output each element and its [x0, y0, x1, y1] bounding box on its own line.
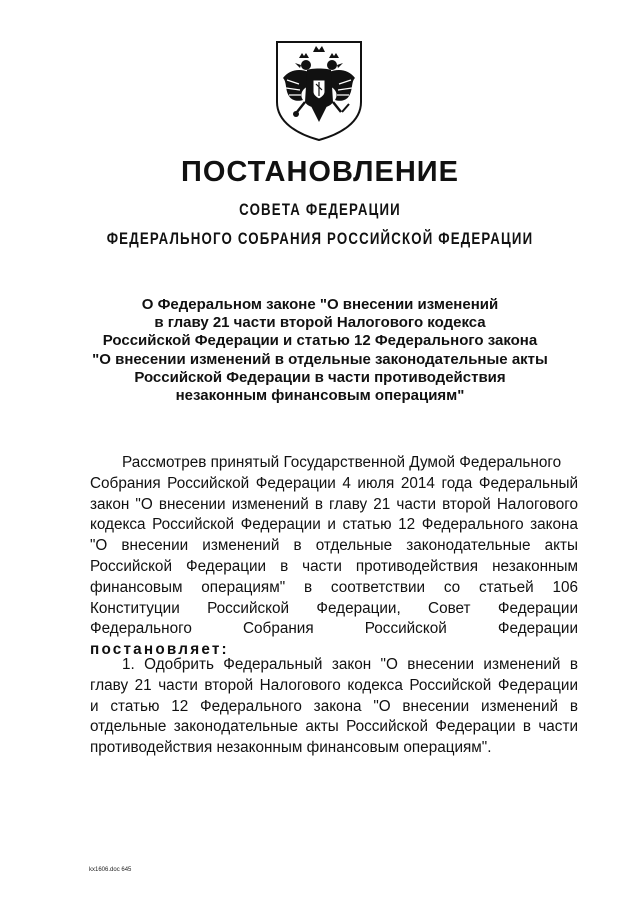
paragraph-line: финансовым операциям" в соответствии со статьей 106	[90, 578, 578, 596]
paragraph-line: Федерального Собрания Российской Федерации	[90, 620, 578, 638]
subject-line: "О внесении изменений в отдельные законодательные акты	[92, 350, 548, 368]
subject-line: Российской Федерации в части противодействия	[134, 368, 506, 386]
paragraph-line: Российской Федерации в части противодействия незаконным	[90, 557, 578, 575]
subject-line: незаконным финансовым операциям"	[175, 387, 465, 405]
subject-line: в главу 21 части второй Налогового кодекса	[154, 314, 486, 332]
paragraph-line: и статью 12 Федерального закона "О внесении изменений в	[90, 697, 578, 715]
paragraph-line: противодействия незаконным финансовым операциям".	[90, 739, 492, 757]
coat-of-arms-emblem-icon	[269, 38, 369, 142]
paragraph-line: Собрания Российской Федерации 4 июля 2014 года Федеральный	[90, 474, 578, 492]
issuer-line-2: ФЕДЕРАЛЬНОГО СОБРАНИЯ РОССИЙСКОЙ ФЕДЕРАЦИИ	[106, 229, 534, 248]
subject-line: Российской Федерации и статью 12 Федерального закона	[102, 332, 538, 350]
paragraph-line: Рассмотрев принятый Государственной Думой Федерального	[122, 454, 562, 471]
document-title: ПОСТАНОВЛЕНИЕ	[181, 156, 459, 188]
paragraph-line: главу 21 части второй Налогового кодекса Российской Федерации	[90, 676, 578, 694]
paragraph-line: "О внесении изменений в отдельные законодательные акты	[90, 537, 578, 555]
preamble-paragraph	[90, 453, 578, 661]
paragraph-line: кодекса Российской Федерации и статью 12 Федерального закона	[90, 516, 578, 534]
document-subject	[60, 296, 580, 405]
paragraph-line: отдельные законодательные акты Российской Федерации в части	[90, 718, 578, 736]
footer-document-code: kx1606.doc 645	[89, 867, 132, 873]
paragraph-line: Конституции Российской Федерации, Совет Федерации	[90, 599, 578, 617]
subject-line: О Федеральном законе "О внесении изменений	[141, 296, 499, 313]
paragraph-line: закон "О внесении изменений в главу 21 части второй Налогового	[90, 495, 578, 513]
decision-word: постановляет:	[90, 641, 229, 659]
item-1-paragraph	[90, 655, 578, 759]
paragraph-line: 1. Одобрить Федеральный закон "О внесении изменений в	[122, 656, 578, 673]
issuer-line-1: СОВЕТА ФЕДЕРАЦИИ	[239, 200, 401, 219]
